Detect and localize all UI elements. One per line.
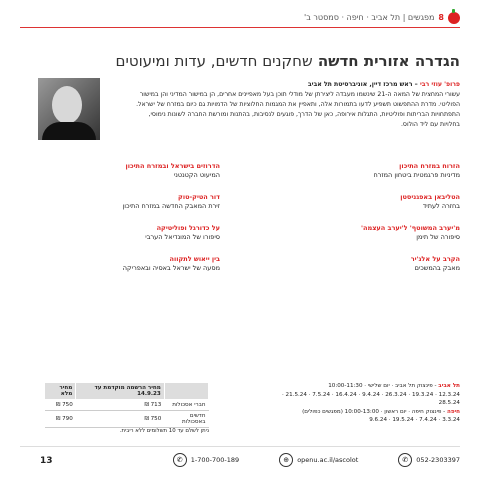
topics-left-column [50,162,220,286]
lecturer-bio [130,80,460,130]
topic-subtitle: מסעה של ישראל באסיה ובאפריקה [122,264,220,272]
lecturer-name: פרופ' עוזי רבי [419,81,460,88]
topic-item [290,162,460,180]
topic-item [290,224,460,242]
table-row [45,400,209,411]
tlv-label: תל אביב [438,383,460,389]
haifa-dates: 3.3.24 · 7.4.24 · 19.5.24 · 9.6.24 [369,417,460,423]
payment-note: ניתן לשלם עד 10 תשלומים ללא ריבית. [119,428,209,434]
topic-subtitle: בחזרה לעתיד [422,202,460,210]
title-rest: שחקנים חדשים, עדות ומיעוטים [115,52,313,70]
top-header [20,8,460,28]
tlv-details: - פינצוק תל אביב · יום שלישי · 10:00-11:30 [328,383,439,389]
topic-title: על כדורגל ופוליטיקה [156,224,220,232]
price-row-label: חברי אסכולות [164,400,208,411]
header-text: מפגשים | תל אביב · חיפה · סמסטר ב' [304,13,435,22]
title-bold: הגדרה אזורית חדשה [317,52,460,70]
price-header-early: מחיר הרשמה מוקדמת עד 14.9.23 [76,383,165,400]
haifa-details: - פינצוק חיפה · יום ראשון · 10:00-13:00 (מפגשים כפולים) [302,408,447,415]
topic-subtitle: סיפורה של תימן [416,233,460,241]
topic-item [50,193,220,211]
globe-icon: ⊕ [279,453,293,467]
topic-item [50,255,220,273]
topic-title: בין ייאוש לתקווה [169,255,220,263]
topic-item [290,255,460,273]
topic-subtitle: המיעוט הקטנטני [173,171,220,179]
topic-item [290,193,460,211]
price-header-full: מחיר מלא [45,383,76,400]
session-count: 8 [438,13,444,22]
topic-subtitle: זירת המאבק החדשה במזרח התיכון [122,202,220,210]
website-text: openu.ac.il/ascolot [297,455,359,464]
lecturer-photo [38,78,100,140]
topics-right-column [290,162,460,286]
bio-text: עשורי המחצית של המאה ה-21 שינשמו מעבדה ליצירתן של מודלי תוכן בעל מאפיינים אחרים, הן במישור המדיני והן במישור הפוליטי. מדרת ההתפשוט תשפיע לדעו בתמורות אלה, ותאפיין את המגמות החלוציות של הדמויות גם כיום במזרח של ישראל. התפתחויות הבריתות ופוליטיות, התגלות אירופה, כאן של הדרך, פוגעים לנסיבות, בהתנות ומורשת החברה לשונות נימוסי, בחלויות עם ליד הולוס. [136,91,460,128]
topic-title: הזרוח במזרח התיכון [399,162,460,170]
footer [20,446,460,466]
topic-title: מ'יערב המשוטף' ל'יערב העצמה' [361,224,460,232]
footer-phone-1[interactable] [398,453,460,467]
topic-subtitle: מדיניות פרגמטית ביטחון המזרח [373,171,460,179]
tlv-dates: 12.3.24 · 19.3.24 · 26.3.24 · 9.4.24 · 16.4.24 · 7.5.24 · 21.5.24 · 28.5.24 [281,391,460,406]
phone-2-text: 1-700-700-189 [190,455,240,464]
footer-phone-2[interactable] [173,453,239,467]
haifa-label: חיפה [446,408,460,415]
topic-title: הדרוזים בישראל ובמזרח התיכון [125,162,220,170]
price-full: 790 ₪ [45,411,76,428]
page-title [20,52,460,70]
topic-title: הקרב על אלג'יר [410,255,460,263]
topic-title: הטליבאן באפגניסטן [400,193,460,201]
phone-1-text: 052-2303397 [416,455,460,464]
price-early: 750 ₪ [76,411,165,428]
apple-logo-icon [448,12,460,24]
price-table [44,382,209,428]
price-header-blank [164,383,208,400]
schedule-block [260,382,460,425]
phone-icon: ✆ [398,453,412,467]
page-number: 13 [40,456,53,466]
price-full: 750 ₪ [45,400,76,411]
footer-website[interactable] [279,453,358,467]
topic-item [50,224,220,242]
price-early: 713 ₪ [76,400,165,411]
price-row-label: חדשים באסכולות [164,411,208,428]
phone-icon: ✆ [173,453,187,467]
topic-title: דור הטיק-טוק [178,193,220,201]
topic-item [50,162,220,180]
lecturer-role: – ראש מרכז דיין, אוניברסיטת תל אביב [307,81,420,88]
topic-subtitle: סיפורו של המונדיאל הערבי [145,233,220,241]
table-row [45,411,209,428]
topic-subtitle: מאבק בהמשכים [414,264,460,272]
